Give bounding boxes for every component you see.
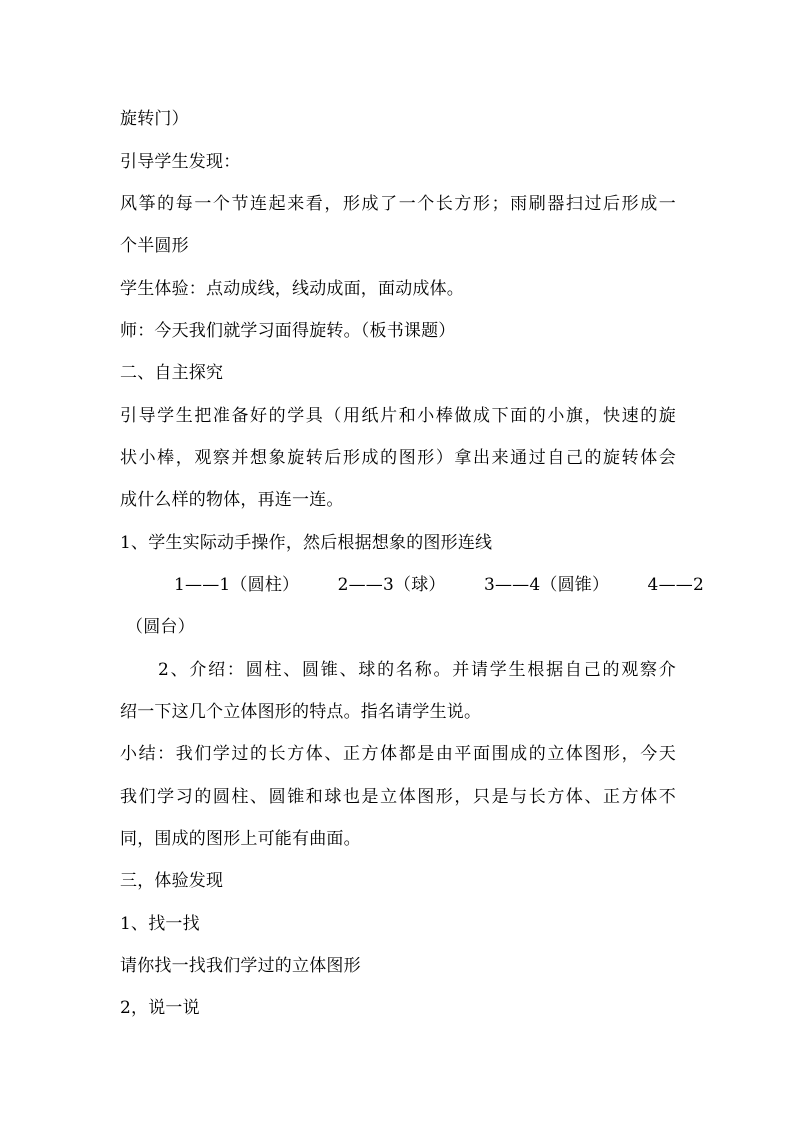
text-line-14: 2、介绍：圆柱、圆锥、球的名称。并请学生根据自己的观察介 <box>158 660 676 680</box>
matching-row <box>174 574 704 596</box>
text-line-2: 引导学生发现： <box>120 152 241 172</box>
text-line-21: 请你找一找我们学过的立体图形 <box>120 956 361 976</box>
text-line-17: 我们学习的圆柱、圆锥和球也是立体图形，只是与长方体、正方体不 <box>120 787 676 807</box>
section-heading-3: 三，体验发现 <box>120 871 224 891</box>
matching-tail: （圆台） <box>126 617 195 637</box>
match-pair-4: 4——2 <box>647 575 704 595</box>
text-line-5: 学生体验：点动成线，线动成面，面动成体。 <box>120 279 464 299</box>
text-line-20: 1、找一找 <box>120 914 200 934</box>
text-line-3: 风筝的每一个节连起来看，形成了一个长方形；雨刷器扫过后形成一 <box>120 194 676 214</box>
text-line-15: 绍一下这几个立体图形的特点。指名请学生说。 <box>120 702 482 722</box>
text-line-4: 个半圆形 <box>120 236 189 256</box>
text-line-1: 旋转门） <box>120 109 189 129</box>
text-line-6: 师：今天我们就学习面得旋转。（板书课题） <box>120 321 456 341</box>
text-line-22: 2，说一说 <box>120 998 200 1018</box>
text-line-10: 成什么样的物体，再连一连。 <box>120 490 344 510</box>
section-heading-2: 二、自主探究 <box>120 363 224 383</box>
text-line-16: 小结：我们学过的长方体、正方体都是由平面围成的立体图形，今天 <box>120 744 676 764</box>
text-line-8: 引导学生把准备好的学具（用纸片和小棒做成下面的小旗，快速的旋 <box>120 406 676 426</box>
text-line-18: 同，围成的图形上可能有曲面。 <box>120 829 361 849</box>
text-line-11: 1、学生实际动手操作，然后根据想象的图形连线 <box>120 533 493 553</box>
match-pair-1: 1——1（圆柱） <box>174 575 300 595</box>
text-line-9: 状小棒，观察并想象旋转后形成的图形）拿出来通过自己的旋转体会 <box>120 448 676 468</box>
match-pair-2: 2——3（球） <box>337 575 446 595</box>
match-pair-3: 3——4（圆锥） <box>483 575 610 595</box>
